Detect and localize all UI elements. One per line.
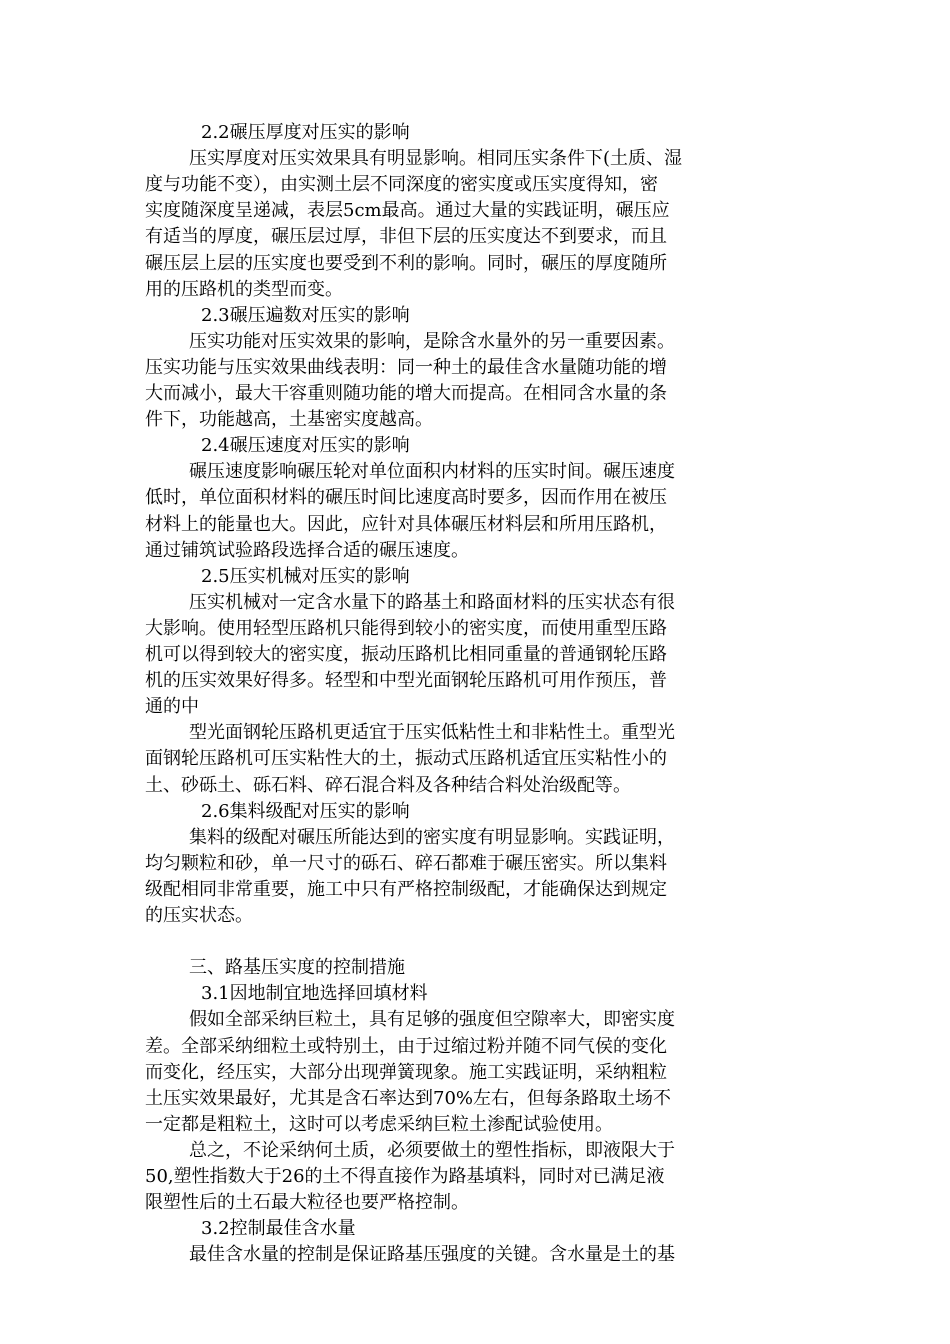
paragraph-line: 最佳含水量的控制是保证路基压强度的关键。含水量是土的基 xyxy=(189,1244,675,1266)
paragraph-line: 总之，不论采纳何土质，必须要做土的塑性指标，即液限大于 xyxy=(189,1139,675,1161)
paragraph-line: 机的压实效果好得多。轻型和中型光面钢轮压路机可用作预压，普 xyxy=(145,670,667,692)
paragraph-line: 限塑性后的土石最大粒径也要严格控制。 xyxy=(145,1192,469,1214)
paragraph-line: 大而减小，最大干容重则随功能的增大而提高。在相同含水量的条 xyxy=(145,383,667,404)
paragraph-line: 有适当的厚度，碾压层过厚，非但下层的压实度达不到要求，而且 xyxy=(145,226,667,248)
paragraph-line: 实度随深度呈递减，表层5cm最高。通过大量的实践证明，碾压应 xyxy=(145,200,670,222)
paragraph-line: 50,塑性指数大于26的土不得直接作为路基填料，同时对已满足液 xyxy=(145,1166,665,1187)
paragraph-line: 面钢轮压路机可压实粘性大的土，振动式压路机适宜压实粘性小的 xyxy=(145,748,667,770)
paragraph-line: 而变化，经压实，大部分出现弹簧现象。施工实践证明，采纳粗粒 xyxy=(145,1061,667,1083)
paragraph-line: 差。全部采纳细粒土或特别土，由于过缩过粉并随不同气侯的变化 xyxy=(145,1035,667,1057)
paragraph-line: 土、砂砾土、砾石料、碎石混合料及各种结合料处治级配等。 xyxy=(145,774,631,796)
paragraph-line: 度与功能不变），由实测土层不同深度的密实度或压实度得知，密 xyxy=(145,174,658,196)
paragraph-line: 均匀颗粒和砂，单一尺寸的砾石、碎石都难于碾压密实。所以集料 xyxy=(145,852,667,874)
subsection-heading: 2.2碾压厚度对压实的影响 xyxy=(201,122,410,143)
paragraph-line: 大影响。使用轻型压路机只能得到较小的密实度，而使用重型压路 xyxy=(145,617,667,639)
paragraph-line: 假如全部采纳巨粒土，具有足够的强度但空隙率大，即密实度 xyxy=(189,1009,675,1031)
section-heading: 三、路基压实度的控制措施 xyxy=(189,957,405,979)
paragraph-line: 机可以得到较大的密实度，振动压路机比相同重量的普通钢轮压路 xyxy=(145,644,667,665)
paragraph-line: 压实机械对一定含水量下的路基土和路面材料的压实状态有很 xyxy=(189,591,675,613)
paragraph-line: 通过铺筑试验路段选择合适的碾压速度。 xyxy=(145,539,469,561)
paragraph-line: 通的中 xyxy=(145,696,199,718)
paragraph-line: 土压实效果最好，尤其是含石率达到70%左右，但每条路取土场不 xyxy=(145,1087,672,1109)
subsection-heading: 2.4碾压速度对压实的影响 xyxy=(201,435,410,457)
paragraph-line: 压实厚度对压实效果具有明显影响。相同压实条件下(土质、湿 xyxy=(189,148,683,170)
paragraph-line: 件下，功能越高，土基密实度越高。 xyxy=(145,409,433,431)
paragraph-line: 的压实状态。 xyxy=(145,905,253,926)
paragraph-line: 低时，单位面积材料的碾压时间比速度高时要多，因而作用在被压 xyxy=(145,487,667,509)
paragraph-line: 压实功能对压实效果的影响，是除含水量外的另一重要因素。 xyxy=(189,330,675,352)
paragraph-line: 一定都是粗粒土，这时可以考虑采纳巨粒土渗配试验使用。 xyxy=(145,1113,613,1135)
paragraph-line: 集料的级配对碾压所能达到的密实度有明显影响。实践证明， xyxy=(189,826,675,848)
subsection-heading: 3.1因地制宜地选择回填材料 xyxy=(201,983,428,1005)
paragraph-line: 材料上的能量也大。因此，应针对具体碾压材料层和所用压路机， xyxy=(145,513,667,535)
paragraph-line: 型光面钢轮压路机更适宜于压实低粘性土和非粘性土。重型光 xyxy=(189,722,675,744)
subsection-heading: 2.3碾压遍数对压实的影响 xyxy=(201,304,410,326)
paragraph-line: 碾压层上层的压实度也要受到不利的影响。同时，碾压的厚度随所 xyxy=(145,252,667,274)
subsection-heading: 3.2控制最佳含水量 xyxy=(201,1218,356,1240)
paragraph-line: 级配相同非常重要，施工中只有严格控制级配，才能确保达到规定 xyxy=(145,878,667,900)
subsection-heading: 2.6集料级配对压实的影响 xyxy=(201,800,410,822)
paragraph-line: 用的压路机的类型而变。 xyxy=(145,278,343,300)
paragraph-line: 压实功能与压实效果曲线表明：同一种土的最佳含水量随功能的增 xyxy=(145,356,667,378)
subsection-heading: 2.5压实机械对压实的影响 xyxy=(201,565,410,587)
paragraph-line: 碾压速度影响碾压轮对单位面积内材料的压实时间。碾压速度 xyxy=(189,461,675,483)
